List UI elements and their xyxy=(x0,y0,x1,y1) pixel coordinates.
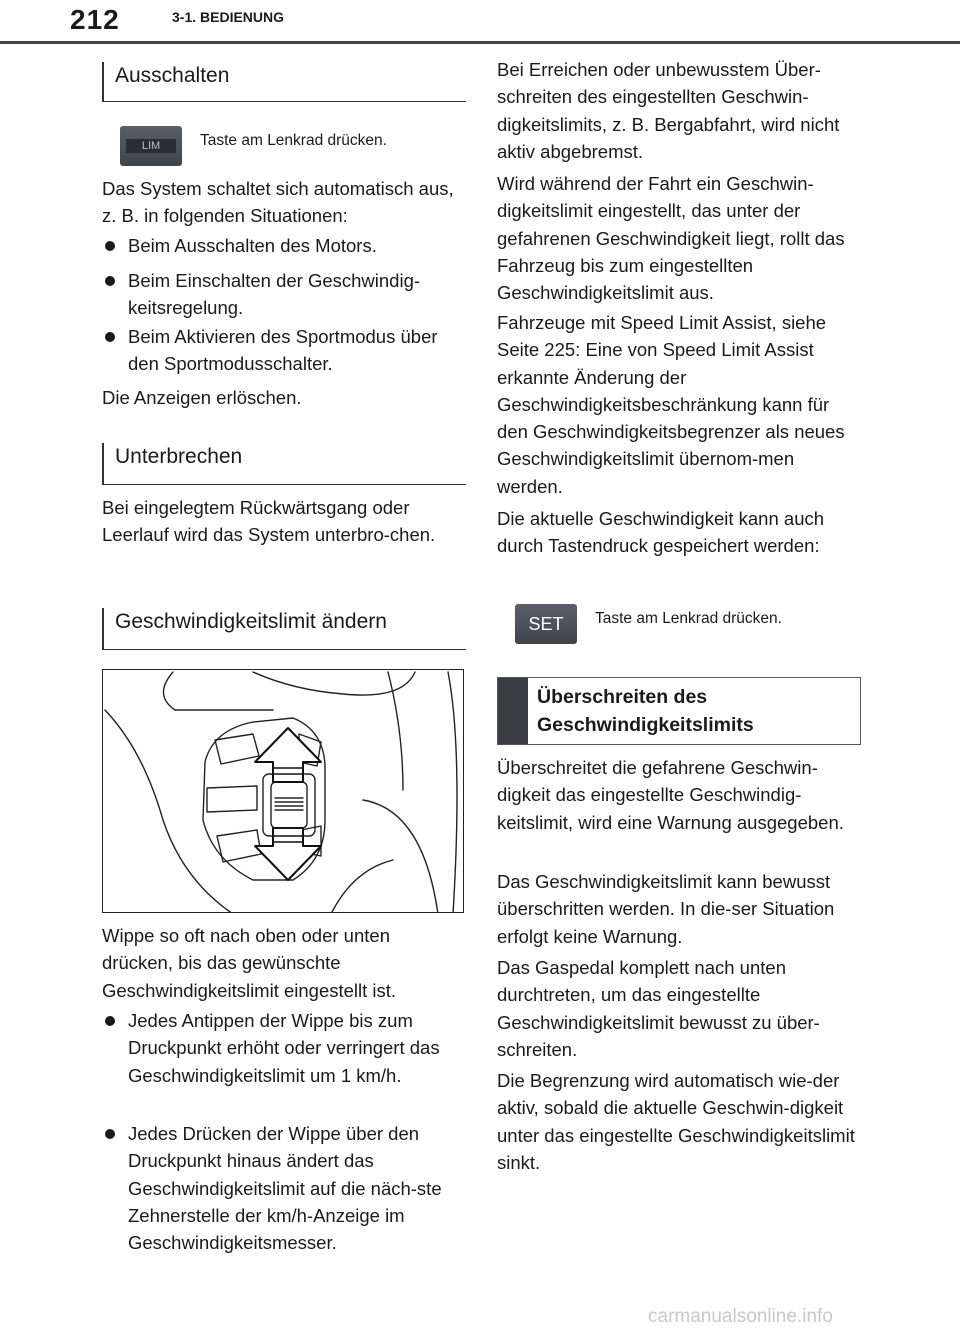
list-item: Beim Einschalten der Geschwindig-keitsregelung. xyxy=(102,267,464,322)
bullet-icon xyxy=(105,241,115,251)
aendern-text: Wippe so oft nach oben oder unten drücken, bis das gewünschte Geschwindigkeitslimit eingestellt ist. xyxy=(102,925,397,1001)
heading-geschwindigkeitslimit-aendern: Geschwindigkeitslimit ändern xyxy=(102,608,466,650)
heading-unterbrechen: Unterbrechen xyxy=(102,443,466,485)
paragraph-6: Das Geschwindigkeitslimit kann bewusst überschritten werden. In die-ser Situation erfolgt keine Warnung. xyxy=(497,871,835,947)
paragraph-8: Die Begrenzung wird automatisch wie-der aktiv, sobald die aktuelle Geschwin-digkeit unter das eingestellte Geschwindigkeitslimit sinkt. xyxy=(497,1070,855,1173)
header-rule xyxy=(0,41,960,44)
callout-box xyxy=(497,677,861,745)
lim-key-label: LIM xyxy=(126,139,176,153)
steering-wheel-illustration xyxy=(102,669,464,913)
paragraph-2: Wird während der Fahrt ein Geschwin-digkeitslimit eingestellt, das unter der gefahrenen Geschwindigkeit liegt, rollt das Fahrzeug bis zum eingestellten Geschwindigkeitslimit aus. xyxy=(497,173,845,304)
steering-wheel-drawing xyxy=(103,670,464,913)
paragraph-3: Fahrzeuge mit Speed Limit Assist, siehe Seite 225: Eine von Speed Limit Assist erkannte Änderung der Geschwindigkeitsbeschränkung kann für den Geschwindigkeitsbegrenzer als neues Geschwindigkeitslimit übernom-men werden. xyxy=(497,312,845,497)
list-item: Jedes Antippen der Wippe bis zum Druckpunkt erhöht oder verringert das Geschwindigkeitslimit um 1 km/h. xyxy=(102,1007,464,1089)
ausschalten-intro: Das System schaltet sich automatisch aus, z. B. in folgenden Situationen: xyxy=(102,178,454,227)
list-item: Beim Aktivieren des Sportmodus über den Sportmodusschalter. xyxy=(102,323,464,378)
bullet-icon xyxy=(105,1016,115,1026)
bullet-icon xyxy=(105,276,115,286)
ausschalten-outro: Die Anzeigen erlöschen. xyxy=(102,387,302,408)
callout-bar xyxy=(498,678,528,744)
paragraph-4: Die aktuelle Geschwindigkeit kann auch durch Tastendruck gespeichert werden: xyxy=(497,508,825,557)
list-item: Beim Ausschalten des Motors. xyxy=(102,232,464,259)
list-item: Jedes Drücken der Wippe über den Druckpunkt hinaus ändert das Geschwindigkeitslimit auf die näch-ste Zehnerstelle der km/h-Anzeige im Geschwindigkeitsmesser. xyxy=(102,1120,464,1256)
set-key-label: SET xyxy=(528,614,564,634)
paragraph-5: Überschreitet die gefahrene Geschwin-digkeit das eingestellte Geschwindig-keitslimit, wird eine Warnung ausgegeben. xyxy=(497,757,844,833)
paragraph-1: Bei Erreichen oder unbewusstem Über-schreiten des eingestellten Geschwin-digkeitslimits, z. B. Bergabfahrt, wird nicht aktiv abgebremst. xyxy=(497,59,840,162)
lim-key-icon xyxy=(120,126,182,166)
callout-title: Überschreiten des Geschwindigkeitslimits xyxy=(537,686,754,736)
lim-key-caption: Taste am Lenkrad drücken. xyxy=(200,132,387,149)
paragraph-7: Das Gaspedal komplett nach unten durchtreten, um das eingestellte Geschwindigkeitslimit bewusst zu über-schreiten. xyxy=(497,957,820,1060)
set-key-icon xyxy=(515,604,577,644)
set-key-caption: Taste am Lenkrad drücken. xyxy=(595,610,782,627)
section-title: 3-1. BEDIENUNG xyxy=(172,9,285,25)
page-number: 212 xyxy=(70,4,120,35)
watermark: carmanualsonline.info xyxy=(648,1306,833,1327)
heading-ausschalten: Ausschalten xyxy=(102,62,466,102)
bullet-icon xyxy=(105,1129,115,1139)
bullet-icon xyxy=(105,332,115,342)
unterbrechen-text: Bei eingelegtem Rückwärtsgang oder Leerlauf wird das System unterbro-chen. xyxy=(102,497,436,546)
